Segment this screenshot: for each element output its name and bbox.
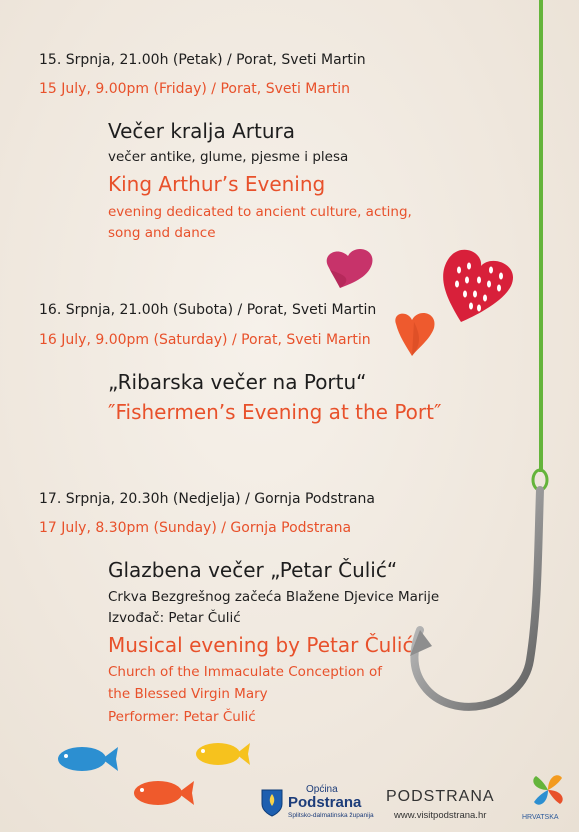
event3-date-en: 17 July, 8.30pm (Sunday) / Gornja Podstrana xyxy=(39,520,352,536)
event1-title-hr: Večer kralja Artura xyxy=(108,119,296,143)
coat-of-arms-icon xyxy=(260,788,284,818)
county-label: Splitsko-dalmatinska županija xyxy=(288,812,374,819)
visit-podstrana-logo[interactable] xyxy=(386,788,506,826)
blue-fish-icon xyxy=(56,744,118,774)
fishing-line xyxy=(539,0,543,472)
event3-subtitle-hr-2: Izvođač: Petar Čulić xyxy=(108,610,241,626)
pink-heart-icon xyxy=(320,244,380,290)
event1-subtitle-en-2: song and dance xyxy=(108,225,216,241)
event1-subtitle-en-1: evening dedicated to ancient culture, acting, xyxy=(108,204,412,220)
event2-date-hr: 16. Srpnja, 21.00h (Subota) / Porat, Sveti Martin xyxy=(39,302,377,318)
orange-fish-icon xyxy=(132,778,194,808)
fishing-hook-icon xyxy=(380,460,579,740)
orange-heart-icon xyxy=(390,308,440,358)
event3-subtitle-hr-1: Crkva Bezgrešnog začeća Blažene Djevice Marije xyxy=(108,589,440,605)
event3-subtitle-en-1: Church of the Immaculate Conception of xyxy=(108,664,382,680)
event1-subtitle-hr: večer antike, glume, pjesme i plesa xyxy=(108,149,349,165)
podstrana-municipality-logo[interactable] xyxy=(260,783,374,823)
yellow-fish-icon xyxy=(194,740,250,768)
croatia-label: HRVATSKA xyxy=(522,814,559,821)
pinwheel-icon xyxy=(528,770,568,810)
event3-subtitle-en-2: the Blessed Virgin Mary xyxy=(108,686,268,702)
event3-title-en: Musical evening by Petar Čulić xyxy=(108,633,414,657)
website-url: www.visitpodstrana.hr xyxy=(394,810,487,821)
brand-name: PODSTRANA xyxy=(386,788,495,805)
event2-title-hr: „Ribarska večer na Portu“ xyxy=(108,370,367,394)
municipality-name: Podstrana xyxy=(288,794,362,811)
event2-title-en: ″Fishermen’s Evening at the Port″ xyxy=(108,400,442,424)
municipality-small-label: Općina xyxy=(306,784,338,795)
event1-date-hr: 15. Srpnja, 21.00h (Petak) / Porat, Sveti Martin xyxy=(39,52,366,68)
strawberry-heart-icon xyxy=(437,240,523,326)
event1-title-en: King Arthur’s Evening xyxy=(108,172,326,196)
event3-subtitle-en-3: Performer: Petar Čulić xyxy=(108,709,256,725)
event3-date-hr: 17. Srpnja, 20.30h (Nedjelja) / Gornja Podstrana xyxy=(39,491,375,507)
event2-date-en: 16 July, 9.00pm (Saturday) / Porat, Sveti Martin xyxy=(39,332,371,348)
event1-date-en: 15 July, 9.00pm (Friday) / Porat, Sveti Martin xyxy=(39,81,350,97)
croatia-tourism-logo[interactable] xyxy=(520,770,576,828)
event3-title-hr: Glazbena večer „Petar Čulić“ xyxy=(108,558,398,582)
